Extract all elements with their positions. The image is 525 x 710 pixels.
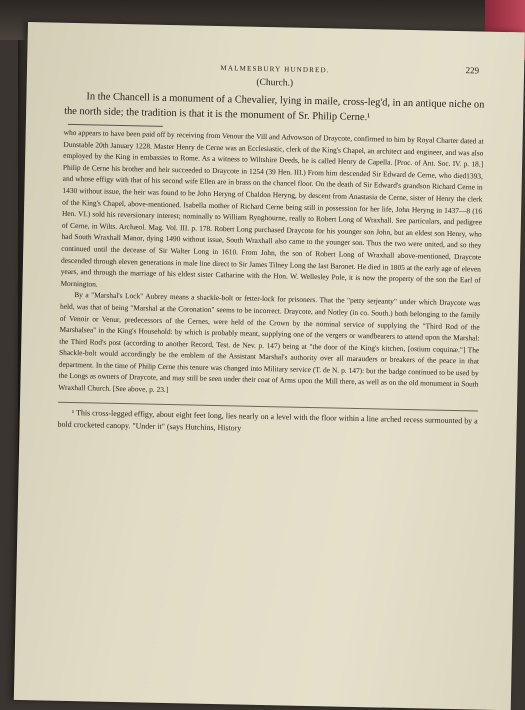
page-number: 229 <box>465 65 480 76</box>
page-content <box>57 51 485 440</box>
section-head: (Church.) <box>256 77 294 89</box>
book-page <box>14 22 525 710</box>
body-paragraph-2: By a "Marshal's Lock" Aubrey means a shackle-bolt or fetter-lock for prisoners. That the "petty serjeanty" under which Draycote was held, was that of being "Marshal at the Coronation" seems to be incorrect. Draycote, and Notley (in co. South.) both belonging to the family of Venoir or Venur, predecessors of the Cernes, were held of the Crown by the nominal service of supplying the "Third Rod of the Marshalsea" in the King's Household: by which is probably meant, supplying one of the vergers or wandbearers to attend upon the Marshal: the Third Rod's post (according to another Record, Test. de Nev. p. 147) being at "the door of the King's kitchen, [ostium coquinæ."] The Shackle-bolt would accordingly be the emblem of the Assistant Marshal's authority over all marauders or breakers of the peace in that department. In the time of Philip Cerne this tenure was changed into Military service (T. de N. p. 147): but the badge continued to be used by the Longs as owners of Draycote, and may still be seen under their coat of Arms upon the Mill there, as well as on the old monument in South Wraxhall Church. [See above, p. 23.] <box>58 290 481 395</box>
lead-paragraph: In the Chancell is a monument of a Chevalier, lying in maile, cross-leg'd, in an antique niche on the north side; the tradition is that it is the monument of Sr. Philip Cerne.¹ <box>64 91 485 123</box>
body-paragraph-1: who appears to have been paid off by receiving from Venour the Vill and Advowson of Draycote, confirmed to him by Royal Charter dated at Dunstable 20th January 1228. Master Henry de Cerne was an Ecclesiastic, clerk of the King's Chapel, an architect and engineer, and was also employed by the King in embassies to Rome. As a witness to Wiltshire Deeds, he is called Henry de Capella. [Proc. of Ant. Soc. IV. p. 18.] Philip de Cerne his brother and heir succeeded to Draycote in 1254 (39 Hen. III.) From him descended Sir Edward de Cerne, who died1393, and whose effigy with that of his second wife Ellen are in brass on the chancel floor. On the death of Sir Edward's grandson Richard Cerne in 1430 without issue, the heir was found to be John Heryng of Chaldon Heryng, by descent from Anastasia de Cerne, sister of Henry the clerk of the King's Chapel, above-mentioned. Isabella mother of Richard Cerne being still in possession for her life, John Heryng in 1437—8 (16 Hen. VI.) sold his reversionary interest; nominally to William Rynghourne, really to Robert Long of Wraxhall. See particulars, and pedigree of Cerne, in Wilts. Archæol. Mag. Vol. III. p. 178. Robert Long purchased Draycote for his younger son John, but an eldest son Henry, who had South Wraxhall Manor, dying 1490 without issue, South Wraxhall also came to the younger son. Thus the two were united, and so they continued until the decease of Sir Walter Long in 1610. From John, the son of Robert Long of Wraxhall above-mentioned, Draycote descended through eleven generations in male line direct to Sir James Tilney Long the last Baronet. He died in 1805 at the early age of eleven years, and through the marriage of his eldest sister Catharine with the Hon. W. Wellesley Pole, it is now the property of the son the Earl of Mornington. <box>60 127 484 289</box>
footnote: ¹ This cross-legged effigy, about eight feet long, lies nearly on a level with the floor within a line arched recess surmounted by a bold crocketed canopy. "Under it" (says Hutchins, History <box>57 407 478 433</box>
running-head: MALMESBURY HUNDRED. <box>220 64 330 75</box>
